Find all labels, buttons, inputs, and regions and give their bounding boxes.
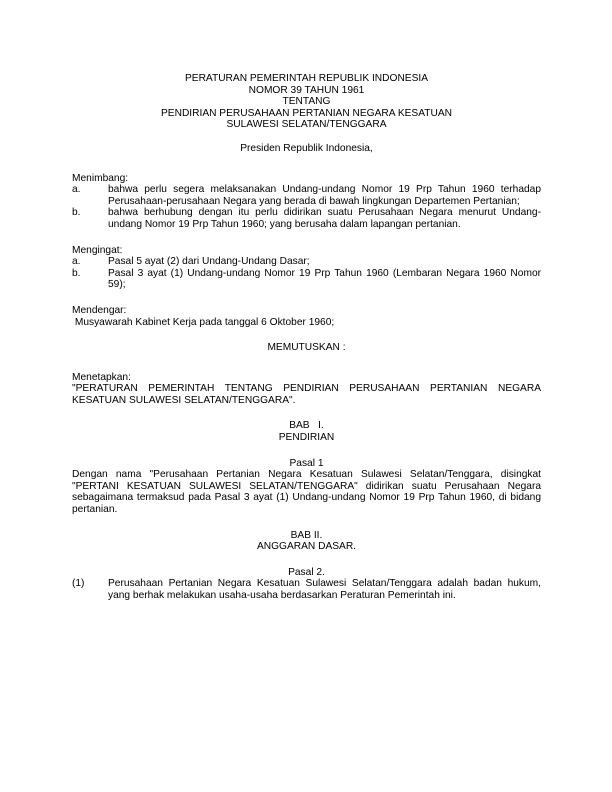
list-marker: b. [72,267,81,279]
menimbang-section [72,173,541,231]
mendengar-label: Mendengar: [72,304,127,316]
menimbang-label: Menimbang: [72,172,129,184]
list-text: Perusahaan Pertanian Negara Kesatuan Sulawesi Selatan/Tenggara adalah badan hukum, yang berhak melakukan usaha-usaha berdasarkan Peraturan Pemerintah ini. [108,578,541,601]
header-tentang: TENTANG [282,96,331,108]
list-marker: a. [72,256,81,268]
pasal2-section [72,567,541,602]
document-header [72,73,541,131]
list-item [72,578,541,601]
mengingat-section [72,245,541,291]
list-marker: (1) [72,578,85,590]
pasal2-title: Pasal 2. [288,566,325,578]
document-page [72,73,541,602]
header-number: NOMOR 39 TAHUN 1961 [248,84,365,96]
bab2-heading [72,530,541,553]
memutuskan-heading: MEMUTUSKAN : [267,342,346,354]
president-line: Presiden Republik Indonesia, [240,142,373,154]
menetapkan-label: Menetapkan: [72,371,131,383]
mendengar-section [72,305,541,328]
list-text: Pasal 3 ayat (1) Undang-undang Nomor 19 Prp Tahun 1960 (Lembaran Negara 1960 Nomor 59); [108,267,541,291]
mengingat-label: Mengingat: [72,244,123,256]
menetapkan-section [72,372,541,407]
list-marker: b. [72,207,81,219]
menetapkan-text: "PERATURAN PEMERINTAH TENTANG PENDIRIAN PERUSAHAAN PERTANIAN NEGARA KESATUAN SULAWESI SELATAN/TENGGARA". [72,383,541,406]
list-item [72,207,541,230]
list-item [72,184,541,207]
list-text: bahwa perlu segera melaksanakan Undang-undang Nomor 19 Prp Tahun 1960 terhadap Perusahaan-perusahaan Negara yang berada di bawah lingkungan Departemen Pertanian; [108,184,541,207]
list-text: bahwa berhubung dengan itu perlu didirikan suatu Perusahaan Negara menurut Undang-undang Nomor 19 Prp Tahun 1960; yang berusaha dalam lapangan pertanian. [108,207,541,230]
bab1-number: BAB I. [289,420,324,432]
pasal1-title: Pasal 1 [289,457,324,469]
bab1-title: PENDIRIAN [278,432,335,444]
bab2-title: ANGGARAN DASAR. [256,541,357,553]
header-subject-line2: SULAWESI SELATAN/TENGGARA [226,119,387,131]
pasal1-section [72,458,541,516]
bab2-number: BAB II. [290,529,323,541]
header-title: PERATURAN PEMERINTAH REPUBLIK INDONESIA [184,73,429,84]
bab1-heading [72,420,541,443]
list-marker: a. [72,184,81,196]
list-item [72,268,541,291]
mendengar-text: Musyawarah Kabinet Kerja pada tanggal 6 Oktober 1960; [72,316,335,328]
list-text: Pasal 5 ayat (2) dari Undang-Undang Dasar; [108,256,310,268]
header-subject-line1: PENDIRIAN PERUSAHAAN PERTANIAN NEGARA KESATUAN [161,107,452,119]
list-item [72,256,541,268]
pasal1-text: Dengan nama "Perusahaan Pertanian Negara Kesatuan Sulawesi Selatan/Tenggara, disingkat "PERTANI KESATUAN SULAWESI SELATAN/TENGGARA" didirikan suatu Perusahaan Negara sebagaimana termaksud pada Pasal 3 ayat (1) Undang-undang Nomor 19 Prp Tahun 1960, di bidang pertanian. [72,469,541,516]
